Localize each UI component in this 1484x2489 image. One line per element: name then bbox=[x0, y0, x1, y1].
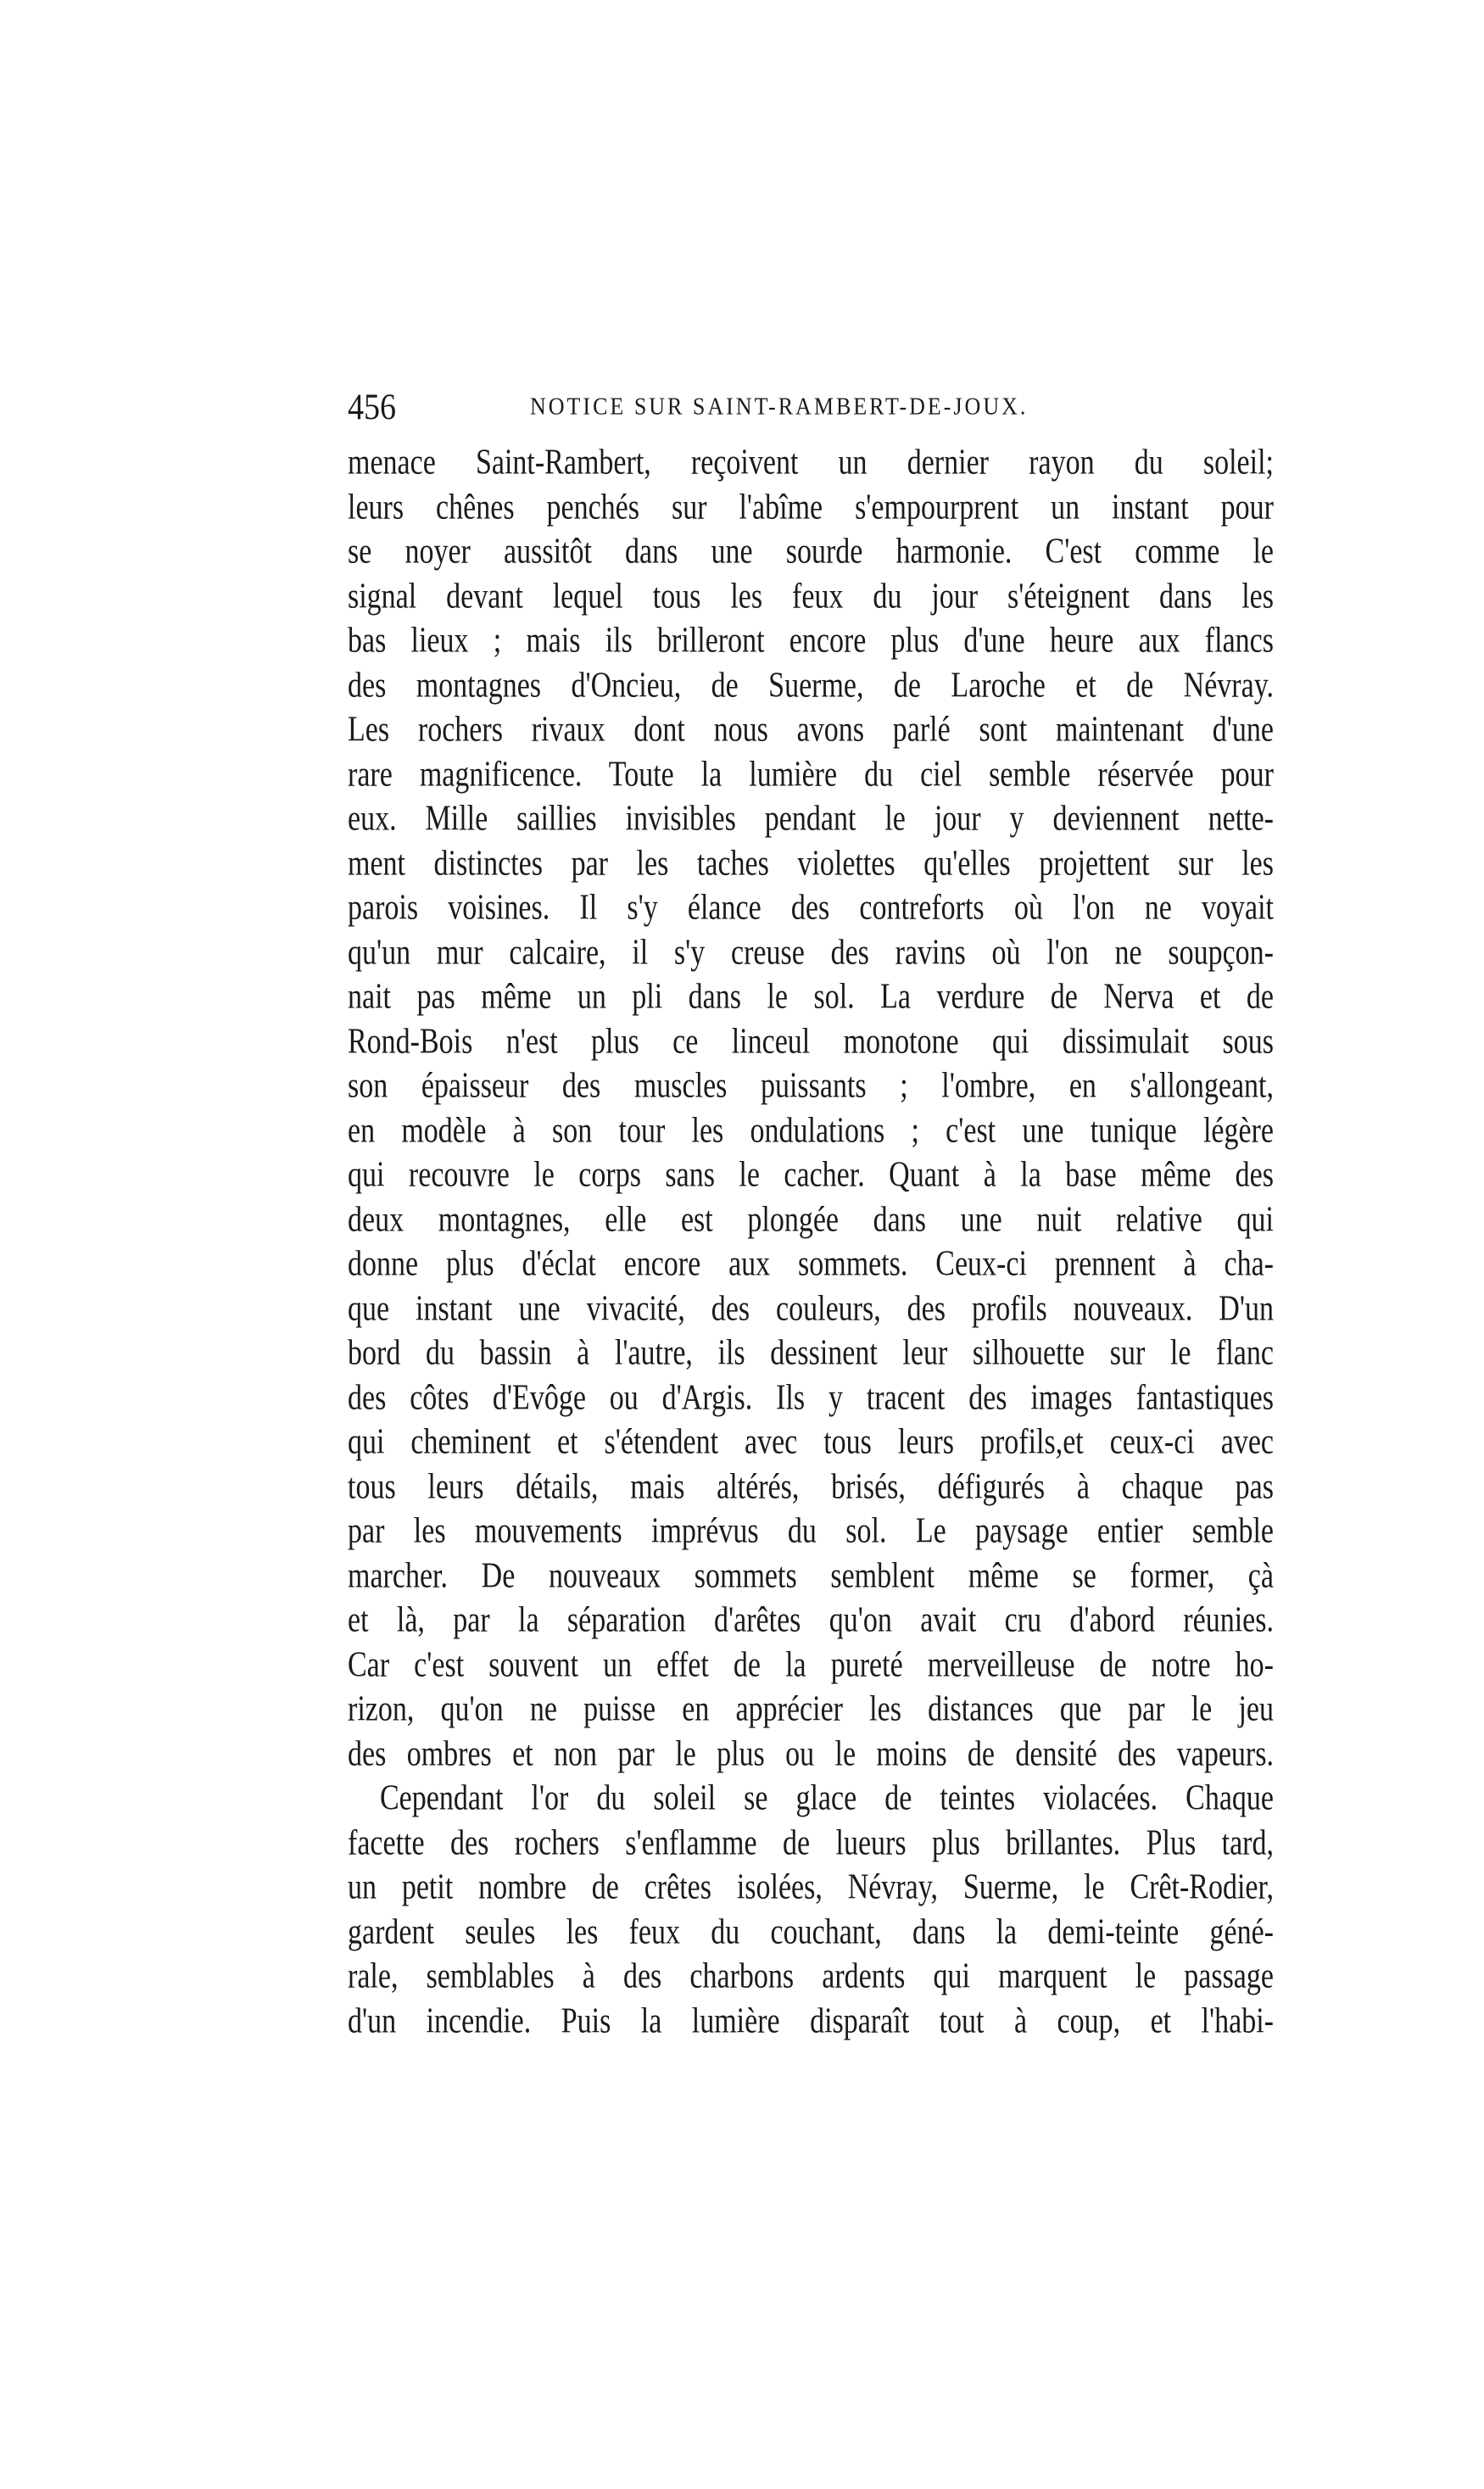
text-line: bord du bassin à l'autre, ils dessinent leur silhouette sur le flanc bbox=[348, 1333, 1274, 1373]
text-line: eux. Mille saillies invisibles pendant le jour y deviennent nette- bbox=[348, 799, 1274, 839]
text-line: deux montagnes, elle est plongée dans une nuit relative qui bbox=[348, 1199, 1274, 1239]
text-line: rale, semblables à des charbons ardents qui marquent le passage bbox=[348, 1956, 1274, 1996]
text-line: que instant une vivacité, des couleurs, des profils nouveaux. D'un bbox=[348, 1288, 1274, 1328]
text-line: gardent seules les feux du couchant, dans la demi-teinte géné- bbox=[348, 1911, 1274, 1951]
text-line: parois voisines. Il s'y élance des contreforts où l'on ne voyait bbox=[348, 888, 1274, 928]
page-number: 456 bbox=[348, 387, 396, 428]
text-line: marcher. De nouveaux sommets semblent même se former, çà bbox=[348, 1555, 1274, 1595]
text-line: Car c'est souvent un effet de la pureté merveilleuse de notre ho- bbox=[348, 1644, 1274, 1684]
text-line: qu'un mur calcaire, il s'y creuse des ravins où l'on ne soupçon- bbox=[348, 932, 1274, 972]
text-line: son épaisseur des muscles puissants ; l'ombre, en s'allongeant, bbox=[348, 1066, 1274, 1106]
text-line: facette des rochers s'enflamme de lueurs plus brillantes. Plus tard, bbox=[348, 1822, 1274, 1862]
text-line: des montagnes d'Oncieu, de Suerme, de Laroche et de Névray. bbox=[348, 665, 1274, 705]
running-title: NOTICE SUR SAINT-RAMBERT-DE-JOUX. bbox=[530, 393, 1029, 420]
text-line: signal devant lequel tous les feux du jour s'éteignent dans les bbox=[348, 576, 1274, 616]
text-line: bas lieux ; mais ils brilleront encore plus d'une heure aux flancs bbox=[348, 621, 1274, 661]
text-line: des côtes d'Evôge ou d'Argis. Ils y tracent des images fantastiques bbox=[348, 1377, 1274, 1417]
text-line: en modèle à son tour les ondulations ; c'est une tunique légère bbox=[348, 1110, 1274, 1150]
text-line: ment distinctes par les taches violettes qu'elles projettent sur les bbox=[348, 843, 1274, 883]
text-line: se noyer aussitôt dans une sourde harmonie. C'est comme le bbox=[348, 532, 1274, 572]
text-line: leurs chênes penchés sur l'abîme s'empourprent un instant pour bbox=[348, 487, 1274, 527]
text-line: nait pas même un pli dans le sol. La verdure de Nerva et de bbox=[348, 977, 1274, 1017]
text-line: rare magnificence. Toute la lumière du ciel semble réservée pour bbox=[348, 754, 1274, 794]
text-line: rizon, qu'on ne puisse en apprécier les distances que par le jeu bbox=[348, 1689, 1274, 1729]
text-line: menace Saint-Rambert, reçoivent un dernier rayon du soleil; bbox=[348, 443, 1274, 483]
body-text bbox=[348, 441, 1274, 2044]
running-header bbox=[348, 386, 1272, 428]
text-line: et là, par la séparation d'arêtes qu'on avait cru d'abord réunies. bbox=[348, 1600, 1274, 1640]
text-line: qui recouvre le corps sans le cacher. Quant à la base même des bbox=[348, 1155, 1274, 1195]
text-line: des ombres et non par le plus ou le moins de densité des vapeurs. bbox=[348, 1733, 1274, 1773]
text-line: tous leurs détails, mais altérés, brisés, défigurés à chaque pas bbox=[348, 1466, 1274, 1506]
text-line: Les rochers rivaux dont nous avons parlé sont maintenant d'une bbox=[348, 710, 1274, 750]
text-line: donne plus d'éclat encore aux sommets. Ceux-ci prennent à cha- bbox=[348, 1244, 1274, 1284]
text-line: par les mouvements imprévus du sol. Le paysage entier semble bbox=[348, 1511, 1274, 1551]
text-line: Cependant l'or du soleil se glace de teintes violacées. Chaque bbox=[380, 1778, 1274, 1818]
text-line: qui cheminent et s'étendent avec tous leurs profils,et ceux-ci avec bbox=[348, 1422, 1274, 1462]
text-line: d'un incendie. Puis la lumière disparaît tout à coup, et l'habi- bbox=[348, 2001, 1274, 2040]
text-line: Rond-Bois n'est plus ce linceul monotone qui dissimulait sous bbox=[348, 1021, 1274, 1061]
text-line: un petit nombre de crêtes isolées, Névray, Suerme, le Crêt-Rodier, bbox=[348, 1867, 1274, 1907]
